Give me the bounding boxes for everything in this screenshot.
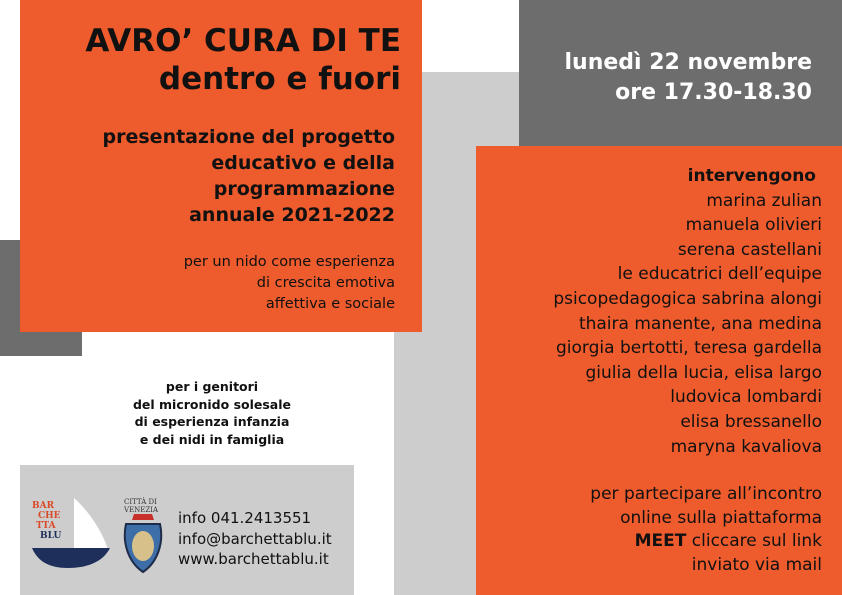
subtitle-line: programmazione [213,178,395,200]
boat-hull-shape [32,548,110,568]
event-time: ore 17.30-18.30 [615,80,812,105]
logo-text: CITTÀ DI [124,498,157,506]
speakers-heading: intervengono [687,166,816,186]
subtitle-line: educativo e della [211,152,395,174]
citta-di-venezia-logo [118,496,168,574]
contact-website: www.barchettablu.it [178,550,329,568]
lion-emblem-shape [132,531,154,561]
audience-note [82,378,342,448]
audience-line: di esperienza infanzia [134,414,290,429]
speaker-line: maryna kavaliova [670,436,822,457]
join-line: per partecipare all’incontro [590,484,822,504]
barchetta-blu-logo [30,492,112,574]
audience-line: per i genitori [165,379,259,394]
speaker-line: giulia della lucia, elisa largo [585,362,822,383]
speaker-line: giorgia bertotti, teresa gardella [556,338,822,359]
description-line: per un nido come esperienza [183,254,395,270]
logo-text: TTA [36,521,56,531]
speaker-line: le educatrici dell’equipe [617,264,822,285]
speaker-line: psicopedagogica sabrina alongi [553,288,822,309]
contact-email: info@barchettablu.it [178,529,332,548]
speaker-line: thaira manente, ana medina [578,313,822,334]
event-title-line2: dentro e fuori [158,61,401,97]
subtitle-line: annuale 2021-2022 [189,204,395,226]
logo-text: VENEZIA [124,506,159,514]
join-line: online sulla piattaforma [620,507,822,528]
event-date: lunedì 22 novembre [564,50,812,75]
contact-phone: info 041.2413551 [178,509,312,527]
event-datetime [565,48,813,108]
speaker-line: ludovica lombardi [670,387,822,408]
join-line [590,530,822,554]
event-title-line1: AVRO’ CURA DI TE [85,23,401,59]
speakers-list [553,164,822,459]
logo-text: BLU [40,531,62,541]
event-description [184,252,395,315]
speaker-line: manuela olivieri [685,215,822,236]
crown-shape [132,514,154,520]
logo-text: BAR [32,501,55,511]
speaker-line: elisa bressanello [680,411,822,432]
contact-info [178,508,332,570]
description-line: di crescita emotiva [256,275,395,291]
description-line: affettiva e sociale [265,296,395,312]
audience-line: e dei nidi in famiglia [139,431,285,447]
event-title [85,22,401,98]
subtitle-line: presentazione del progetto [102,126,395,148]
audience-line: del micronido solesale [132,396,292,412]
join-instructions [590,483,822,577]
meet-platform-name: MEET [634,531,687,551]
speaker-line: serena castellani [677,239,822,260]
event-subtitle [103,124,395,228]
speaker-line: marina zulian [706,190,822,211]
sail-shape [74,498,108,550]
logo-text: CHE [38,511,61,521]
join-line: inviato via mail [691,554,822,575]
join-line-rest: cliccare sul link [686,531,822,551]
